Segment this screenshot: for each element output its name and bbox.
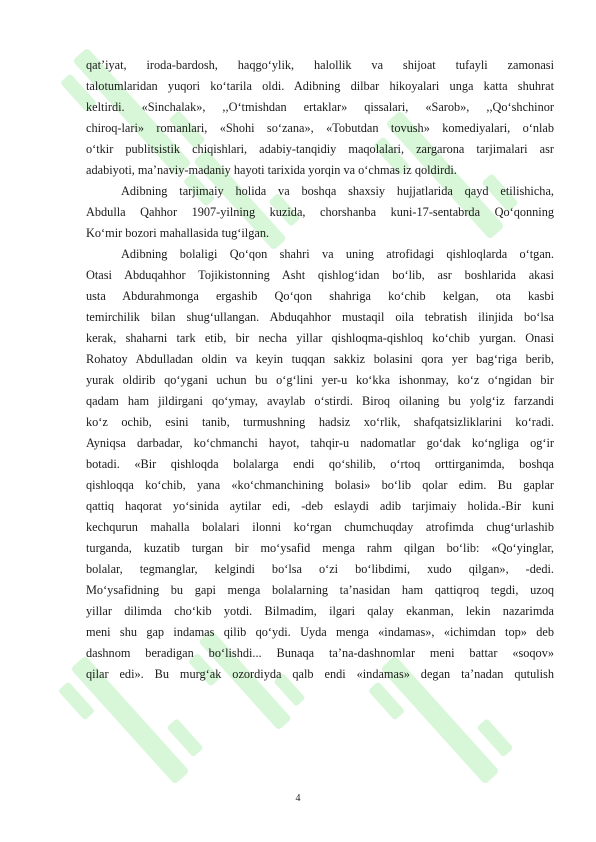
watermark-mark	[476, 718, 513, 757]
text-line: keltirdi. «Sinchalak», ,,O‘tmishdan ertaklar» qissalari, «Sarob», ,,Qo‘shchinor	[86, 100, 554, 114]
text-line: bolalar, tegmanglar, kelgindi bo‘lsa o‘zi bo‘libdimi, xudo qilgan», -dedi.	[86, 562, 554, 576]
text-line: Abdulla Qahhor 1907-yilning kuzida, chorshanba kuni-17-sentabrda Qo‘qonning	[86, 205, 554, 219]
text-line: Rohatoy Abdulladan oldin va keyin tuqqan sakkiz bolasini qora yer bag‘riga berib,	[86, 352, 554, 366]
body-text	[86, 55, 554, 685]
text-line: botadi. «Bir qishloqda bolalarga endi qo‘shilib, o‘rtoq orttirganimda, boshqa	[86, 457, 554, 471]
text-line: qishloqqa ko‘chib, yana «ko‘chmanchining bolasi» bo‘lib qolar edim. Bu gaplar	[86, 478, 554, 492]
text-line: talotumlaridan yuqori ko‘tarila oldi. Adibning dilbar hikoyalari unga katta shuhrat	[86, 79, 554, 93]
text-line: yillar dilimda cho‘kib yotdi. Bilmadim, ilgari qalay ekanman, lekin nazarimda	[86, 604, 554, 618]
text-line: meni shu gap indamas qilib qo‘ydi. Uyda menga «indamas», «ichimdan top» deb	[86, 625, 554, 639]
watermark-mark	[58, 681, 95, 720]
text-line: qattiq haqorat yo‘sinida aytilar edi, -deb eslaydi adib tarjimaiy holida.-Bir kuni	[86, 499, 554, 513]
text-line: dashnom beradigan bo‘lishdi... Bunaqa ta’na-dashnomlar meni battar «soqov»	[86, 646, 554, 660]
text-line: qadam ham jildirgani qo‘ymay, avaylab o‘stirdi. Biroq oilaning bu yolg‘iz farzandi	[86, 394, 554, 408]
page-number: 4	[295, 793, 301, 804]
watermark-mark	[166, 718, 203, 757]
text-line: Mo‘ysafidning bu gapi menga bolalarning ta’nasidan ham qattiqroq tegdi, uzoq	[86, 583, 554, 597]
text-line: usta Abdurahmonga ergashib Qo‘qon shahriga ko‘chib kelgan, ota kasbi	[86, 289, 554, 303]
text-line: qilar edi». Bu murg‘ak ozordiyda qalb endi «indamas» degan ta’nadan qutulish	[86, 667, 554, 681]
text-line: adabiyoti, ma’naviy-madaniy hayoti tarixida yorqin va o‘chmas iz qoldirdi.	[86, 163, 457, 177]
text-line: temirchilik bilan shug‘ullangan. Abduqahhor mustaqil oila tebratish ilinjida bo‘lsa	[86, 310, 554, 324]
text-line: yurak oldirib qo‘ygani uchun bu o‘g‘lini yer-u ko‘kka ishonmay, ko‘z o‘ngidan bir	[86, 373, 554, 387]
text-line: o‘tkir publitsistik chiqishlari, adabiy-tanqidiy maqolalari, zargarona tarjimalari asr	[86, 142, 554, 156]
text-line: Adibning tarjimaiy holida va boshqa shaxsiy hujjatlarida qayd etilishicha,	[121, 184, 554, 198]
text-line: qat’iyat, iroda-bardosh, haqgo‘ylik, halollik va shijoat tufayli zamonasi	[86, 58, 554, 72]
text-line: kerak, shaharni tark etib, bir necha yillar qishloqma-qishloq ko‘chib yurgan. Onasi	[86, 331, 554, 345]
text-line: kechqurun mahalla bolalari ilonni ko‘rgan chumchuqday atrofimda chug‘urlashib	[86, 520, 554, 534]
text-line: turganda, kuzatib turgan bir mo‘ysafid menga rahm qilgan bo‘lib: «Qo‘yinglar,	[86, 541, 554, 555]
text-line: Ko‘mir bozori mahallasida tug‘ilgan.	[86, 226, 270, 240]
text-line: ko‘z ochib, esini tanib, turmushning hadsiz xo‘rlik, shafqatsizliklarini ko‘radi.	[86, 415, 554, 429]
text-line: Adibning bolaligi Qo‘qon shahri va uning atrofidagi qishloqlarda o‘tgan.	[121, 247, 554, 261]
text-line: chiroq-lari» romanlari, «Shohi so‘zana», «Tobutdan tovush» komediyalari, o‘nlab	[86, 121, 554, 135]
text-line: Ayniqsa darbadar, ko‘chmanchi hayot, tahqir-u nadomatlar go‘dak ko‘ngliga og‘ir	[86, 436, 554, 450]
watermark-mark	[368, 681, 405, 720]
text-line: Otasi Abduqahhor Tojikistonning Asht qishlog‘idan bo‘lib, asr boshlarida akasi	[86, 268, 554, 282]
